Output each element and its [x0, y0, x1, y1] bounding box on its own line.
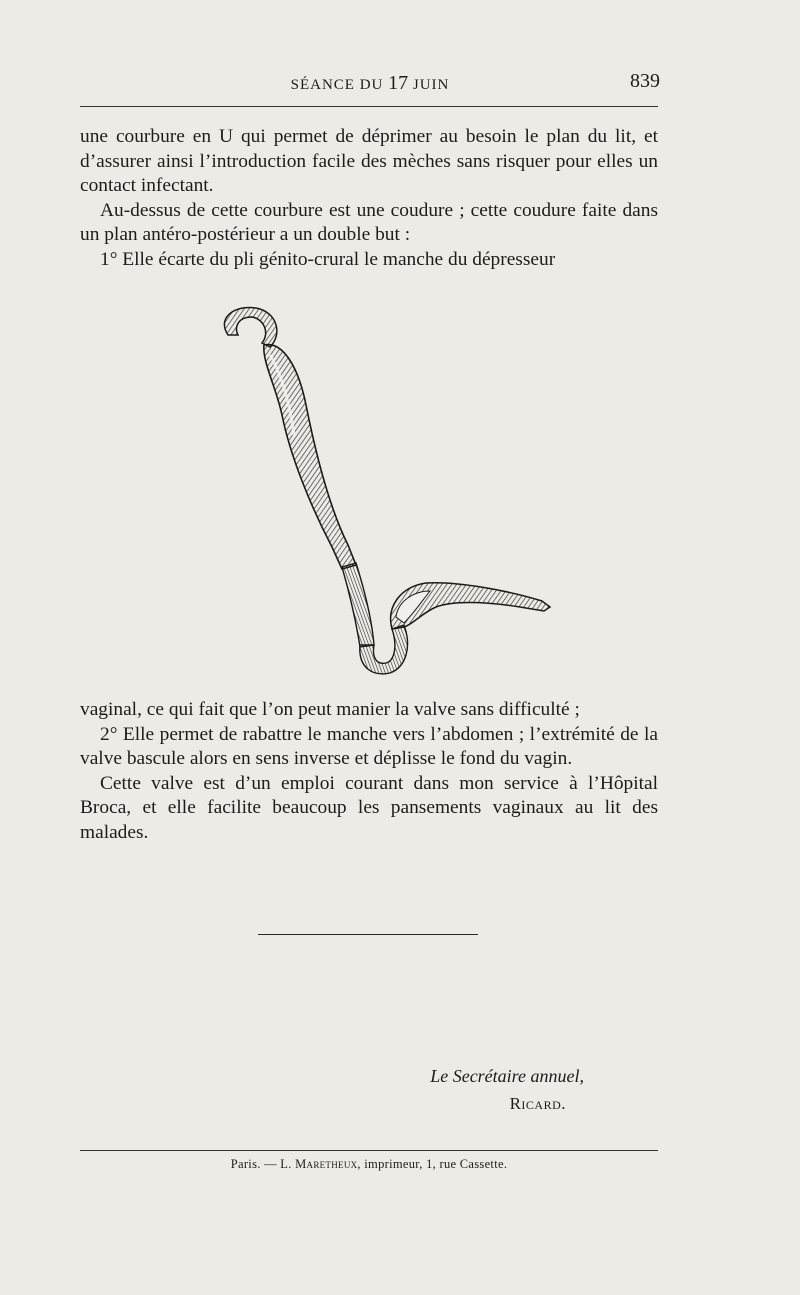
footer-rule: [80, 1150, 658, 1151]
running-head-pre: SÉANCE DU: [290, 77, 389, 93]
paragraph-1: une courbure en U qui permet de déprimer au besoin le plan du lit, et d’assurer ainsi l’introduction facile des mèches sans risquer pour elles un contact infectant.: [80, 126, 658, 196]
imprint-post: , imprimeur, 1, rue Cassette.: [357, 1157, 508, 1171]
text-block-top: [80, 125, 658, 272]
end-rule: [258, 934, 478, 935]
paragraph-3: 1° Elle écarte du pli génito-crural le manche du dépresseur: [100, 248, 556, 270]
running-head: [80, 72, 660, 95]
imprint: [80, 1157, 658, 1172]
page-number: 839: [630, 70, 660, 92]
imprint-printer-name: Maretheux: [295, 1157, 358, 1171]
signature-role: Le Secrétaire annuel,: [430, 1066, 584, 1086]
page-header: [80, 70, 660, 96]
paragraph-2: Au-dessus de cette courbure est une coudure ; cette coudure faite dans un plan antéro-postérieur a un double but :: [80, 199, 658, 245]
header-rule: [80, 106, 658, 107]
running-head-month: JUIN: [408, 77, 450, 93]
vaginal-depressor-valve-icon: [190, 295, 570, 680]
text-block-bottom: [80, 698, 658, 845]
imprint-pre: Paris. — L.: [230, 1157, 296, 1171]
paragraph-5: 2° Elle permet de rabattre le manche vers l’abdomen ; l’extrémité de la valve bascule alors en sens inverse et déplisse le fond du vagin.: [80, 723, 658, 769]
paragraph-4: vaginal, ce qui fait que l’on peut manier la valve sans difficulté ;: [80, 699, 580, 720]
running-head-date: 17: [388, 72, 409, 94]
paragraph-6: Cette valve est d’un emploi courant dans mon service à l’Hôpital Broca, et elle facilite beaucoup les pansements vaginaux au lit des malades.: [80, 772, 658, 843]
signature-name: Ricard.: [509, 1094, 566, 1113]
figure-instrument: [190, 295, 570, 680]
